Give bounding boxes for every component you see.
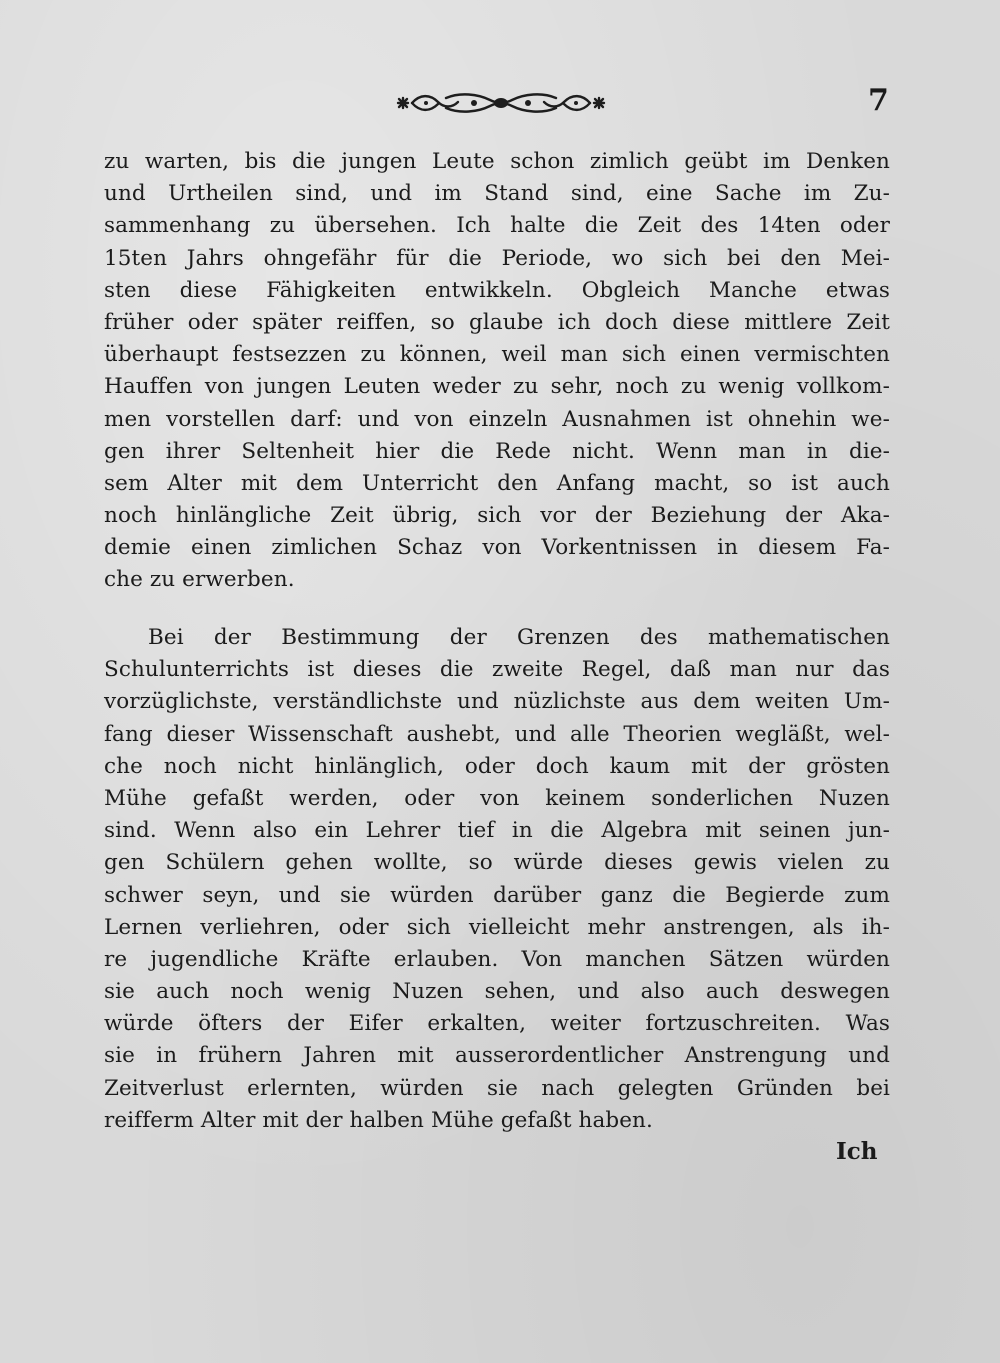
text-line: che noch nicht hinlänglich, oder doch kaum mit der grösten [104, 753, 890, 779]
text-line: sind. Wenn also ein Lehrer tief in die Algebra mit seinen jun- [104, 818, 890, 844]
text-line: men vorstellen darf: und von einzeln Ausnahmen ist ohnehin we- [104, 406, 890, 432]
text-line: sem Alter mit dem Unterricht den Anfang macht, so ist auch [104, 470, 890, 496]
text-line: re jugendliche Kräfte erlauben. Von manchen Sätzen würden [104, 946, 890, 972]
text-line: 15ten Jahrs ohngefähr für die Periode, wo sich bei den Mei- [104, 245, 890, 271]
text-line: Schulunterrichts ist dieses die zweite Regel, daß man nur das [104, 657, 890, 683]
paragraph-2 [104, 622, 890, 1137]
text-line: che zu erwerben. [104, 567, 295, 593]
text-line: gen Schülern gehen wollte, so würde dieses gewis vielen zu [104, 850, 890, 876]
text-line: Zeitverlust erlernten, würden sie nach gelegten Gründen bei [104, 1075, 890, 1101]
text-line: vorzüglichste, verständlichste und nüzlichste aus dem weiten Um- [104, 689, 890, 715]
paragraph-1 [104, 146, 890, 597]
text-line: sie in frühern Jahren mit ausserordentlicher Anstrengung und [104, 1043, 890, 1069]
text-line: früher oder später reiffen, so glaube ich doch diese mittlere Zeit [104, 309, 890, 335]
page-number: 7 [868, 83, 889, 118]
text-line: noch hinlängliche Zeit übrig, sich vor der Beziehung der Aka- [104, 503, 890, 529]
text-line: Lernen verliehren, oder sich vielleicht mehr anstrengen, als ih- [104, 914, 890, 940]
text-line: fang dieser Wissenschaft aushebt, und alle Theorien wegläßt, wel- [104, 721, 890, 747]
text-line: Bei der Bestimmung der Grenzen des mathematischen [148, 625, 890, 650]
catchword: Ich [836, 1138, 878, 1165]
text-line: überhaupt festsezzen zu können, weil man sich einen vermischten [104, 342, 890, 368]
text-line: schwer seyn, und sie würden darüber ganz die Begierde zum [104, 882, 890, 908]
text-line: gen ihrer Seltenheit hier die Rede nicht. Wenn man in die- [104, 438, 890, 464]
text-line: zu warten, bis die jungen Leute schon zimlich geübt im Denken [104, 149, 890, 174]
text-line: sammenhang zu übersehen. Ich halte die Zeit des 14ten oder [104, 213, 890, 239]
fleuron-ornament-icon [390, 88, 612, 118]
text-line: sie auch noch wenig Nuzen sehen, und also auch deswegen [104, 979, 890, 1005]
text-line: Mühe gefaßt werden, oder von keinem sonderlichen Nuzen [104, 785, 890, 811]
text-line: und Urtheilen sind, und im Stand sind, eine Sache im Zu- [104, 181, 890, 207]
text-line: demie einen zimlichen Schaz von Vorkentnissen in diesem Fa- [104, 535, 890, 561]
text-line: sten diese Fähigkeiten entwikkeln. Obgleich Manche etwas [104, 277, 890, 303]
text-line: Hauffen von jungen Leuten weder zu sehr, noch zu wenig vollkom- [104, 374, 890, 400]
text-line: würde öfters der Eifer erkalten, weiter fortzuschreiten. Was [104, 1011, 890, 1037]
text-line: reifferm Alter mit der halben Mühe gefaßt haben. [104, 1107, 653, 1133]
